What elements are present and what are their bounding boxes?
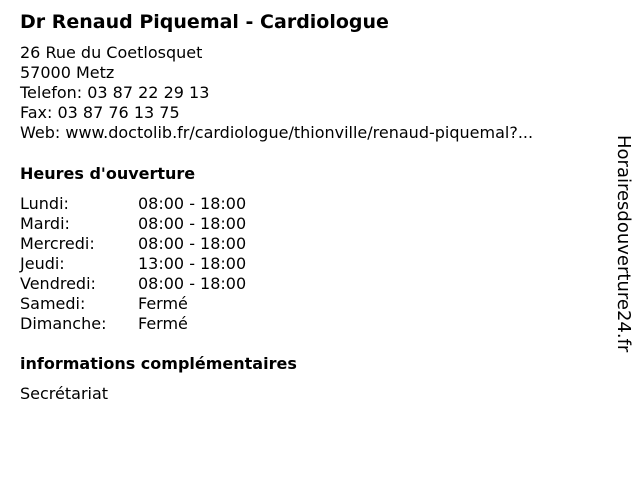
time-value: Fermé — [138, 314, 188, 333]
fax-number: Fax: 03 87 76 13 75 — [20, 103, 180, 122]
contact-block — [20, 43, 533, 143]
opening-hours-heading: Heures d'ouverture — [20, 164, 196, 183]
phone-number: Telefon: 03 87 22 29 13 — [20, 83, 210, 102]
watermark-text: Horairesdouverture24.fr — [613, 135, 634, 353]
additional-info-text: Secrétariat — [20, 384, 109, 403]
website-link[interactable]: Web: www.doctolib.fr/cardiologue/thionville/renaud-piquemal?... — [20, 123, 534, 142]
address-city: 57000 Metz — [20, 63, 115, 82]
day-label: Mercredi: — [20, 234, 95, 253]
time-value: Fermé — [138, 294, 188, 313]
time-value: 08:00 - 18:00 — [138, 214, 247, 233]
day-label: Vendredi: — [20, 274, 96, 293]
page-title: Dr Renaud Piquemal - Cardiologue — [20, 11, 389, 33]
time-value: 08:00 - 18:00 — [138, 194, 247, 213]
day-label: Mardi: — [20, 214, 70, 233]
time-value: 08:00 - 18:00 — [138, 234, 247, 253]
day-label: Samedi: — [20, 294, 86, 313]
day-label: Dimanche: — [20, 314, 107, 333]
day-label: Jeudi: — [20, 254, 65, 273]
time-value: 08:00 - 18:00 — [138, 274, 247, 293]
time-value: 13:00 - 18:00 — [138, 254, 247, 273]
day-label: Lundi: — [20, 194, 69, 213]
additional-info-heading: informations complémentaires — [20, 354, 297, 373]
address-street: 26 Rue du Coetlosquet — [20, 43, 203, 62]
